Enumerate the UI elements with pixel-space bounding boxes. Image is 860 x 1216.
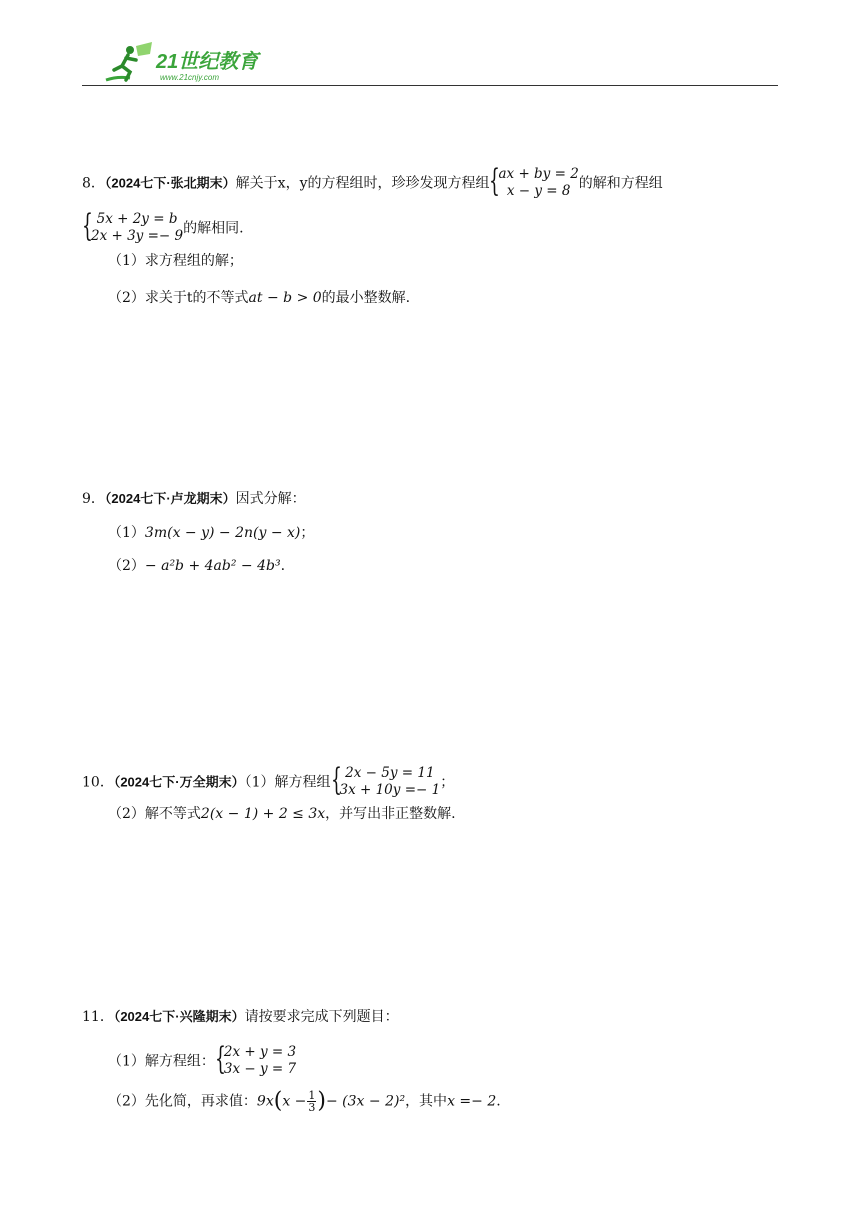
q11-line1 (82, 1007, 399, 1027)
q11-part1: （1）解方程组： { 2x + y = 3 3x − y = 7 (108, 1041, 297, 1077)
q10-line1: 10．（2024七下·万全期末）（1）解方程组 { 2x − 5y = 11 3x + 10y =− 1 ； (82, 762, 455, 798)
q10-inequality: 2(x − 1) + 2 ≤ 3x (200, 806, 326, 822)
q11-part2: （2）先化简，再求值：9x(x − $\frac{1}{3}$ )− (3x − 2)²，其中x =− 2. (108, 1088, 501, 1114)
q8-inequality: at − b > 0 (248, 290, 322, 306)
q8-line2 (82, 208, 244, 246)
q8-number: 8． (82, 175, 105, 192)
q10-part2: （2）解不等式2(x − 1) + 2 ≤ 3x，并写出非正整数解. (108, 806, 456, 822)
q8-text3: 的解相同. (183, 220, 244, 237)
q9-number: 9． (82, 491, 105, 507)
header-rule (82, 85, 778, 86)
q9-line1 (82, 489, 306, 509)
q10-system: { 2x − 5y = 11 3x + 10y =− 1 (330, 762, 441, 798)
q8-part2: （2）求关于t的不等式at − b > 0的最小整数解. (108, 290, 411, 306)
q8-part1: （1）求方程组的解； (108, 253, 243, 269)
logo-text: 21世纪教育 (156, 51, 259, 73)
q9-part1: （1）3m(x − y) − 2n(y − x)； (108, 525, 315, 541)
q11-system: { 2x + y = 3 3x − y = 7 (214, 1041, 297, 1077)
q10-source: （2024七下·万全期末） (113, 774, 245, 790)
q9-expr1: 3m(x − y) − 2n(y − x) (144, 525, 301, 541)
q8-system1: { ax + by = 2 x − y = 8 (489, 163, 579, 199)
q11-source: （2024七下·兴隆期末） (113, 1009, 245, 1024)
logo (100, 40, 270, 84)
q9-source: （2024七下·卢龙期末） (104, 491, 236, 506)
q11-number: 11． (82, 1009, 114, 1025)
q9-text: 因式分解： (235, 491, 306, 507)
q8-text1: 解关于x，y的方程组时，珍珍发现方程组 (235, 175, 490, 192)
q8-line1 (82, 163, 663, 201)
fraction-one-third: $\frac{1}{3}$ (308, 1089, 316, 1114)
q8-source: （2024七下·张北期末） (104, 175, 236, 191)
q9-expr2: − a²b + 4ab² − 4b³ (144, 558, 281, 574)
q8-system2: { 5x + 2y = b 2x + 3y =− 9 (82, 208, 184, 244)
logo-url: www.21cnjy.com (160, 73, 219, 82)
q11-value: x =− 2 (447, 1093, 497, 1110)
q8-text2: 的解和方程组 (578, 175, 663, 192)
runner-icon (106, 42, 152, 80)
q10-number: 10． (82, 774, 114, 791)
q11-expr-coef: 9x (256, 1093, 274, 1110)
q11-text: 请按要求完成下列题目： (244, 1009, 399, 1025)
q9-part2: （2）− a²b + 4ab² − 4b³. (108, 558, 286, 574)
